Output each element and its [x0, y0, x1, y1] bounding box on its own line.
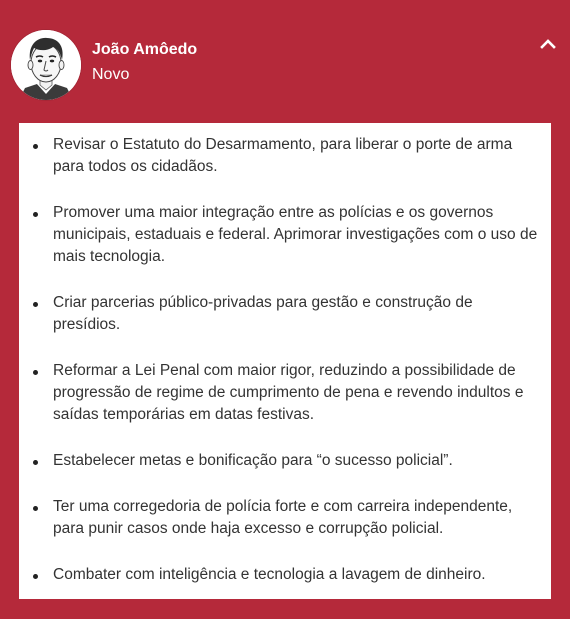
proposal-item: Combater com inteligência e tecnologia a lavagem de dinheiro. — [53, 564, 539, 586]
proposal-item: Estabelecer metas e bonificação para “o sucesso policial”. — [53, 450, 539, 472]
candidate-name: João Amôedo — [92, 41, 198, 58]
proposal-item: Promover uma maior integração entre as polícias e os governos municipais, estaduais e federal. Aprimorar investigações com o uso de mais tecnologia. — [53, 202, 539, 268]
candidate-header[interactable] — [0, 0, 570, 110]
proposal-item: Reformar a Lei Penal com maior rigor, reduzindo a possibilidade de progressão de regime de cumprimento de pena e revendo indultos e saídas temporárias em datas festivas. — [53, 360, 539, 426]
proposal-item: Criar parcerias público-privadas para gestão e construção de presídios. — [53, 292, 539, 336]
caricature-icon — [11, 30, 81, 100]
candidate-avatar — [11, 30, 81, 100]
collapse-button[interactable] — [535, 33, 561, 55]
chevron-up-icon — [535, 33, 561, 55]
proposal-item: Ter uma corregedoria de polícia forte e com carreira independente, para punir casos onde haja excesso e corrupção policial. — [53, 496, 539, 540]
proposals-list — [19, 123, 551, 586]
proposal-item: Revisar o Estatuto do Desarmamento, para liberar o porte de arma para todos os cidadãos. — [53, 134, 539, 178]
candidate-party: Novo — [92, 66, 130, 83]
proposals-panel — [19, 123, 551, 599]
